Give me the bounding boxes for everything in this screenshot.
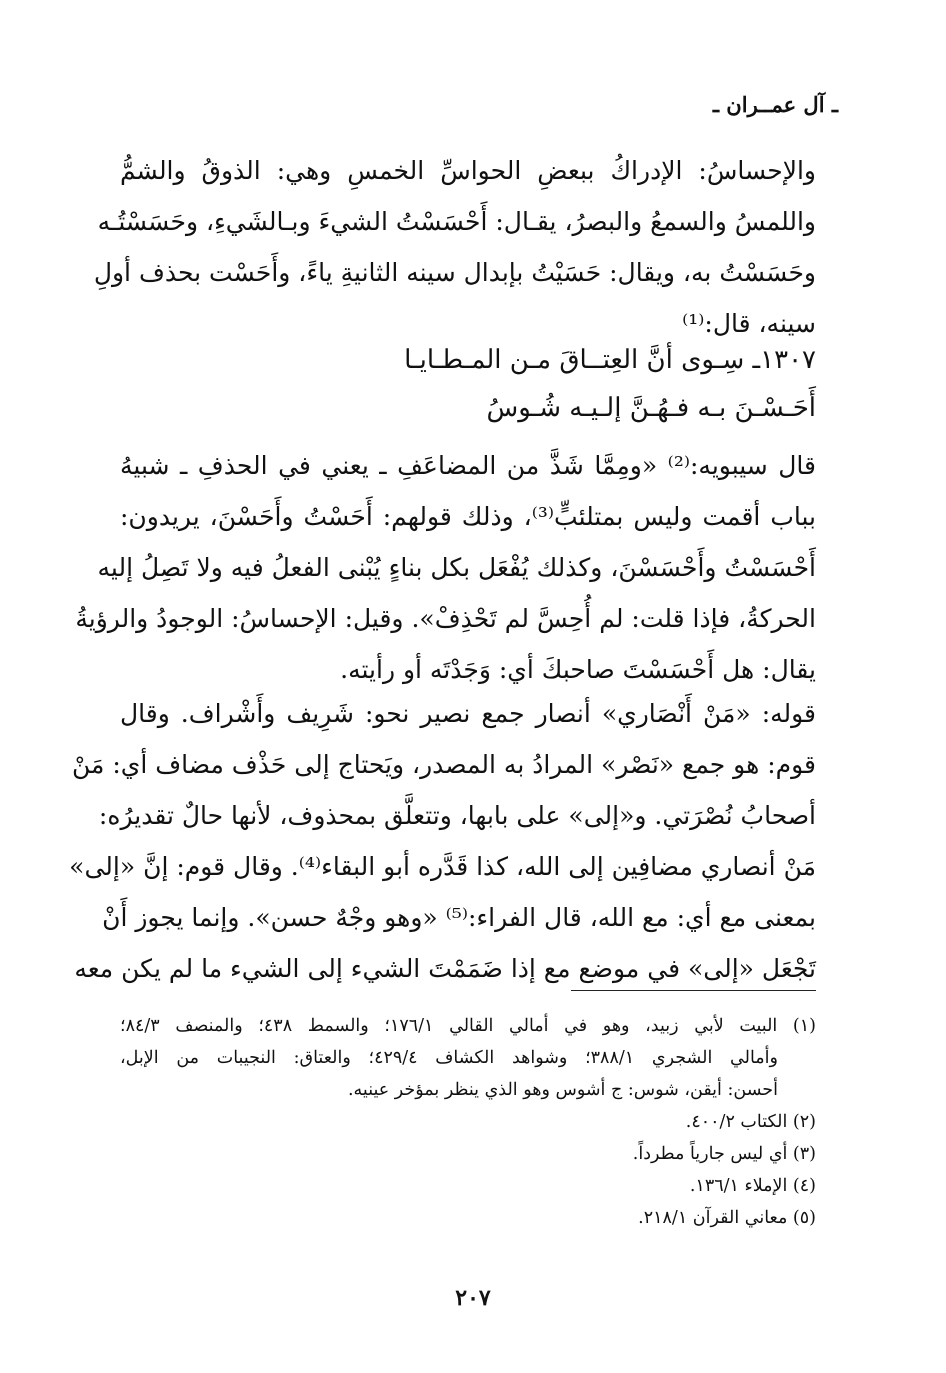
footnote-line: أحسن: أيقن، شوس: ج أشوس وهو الذي ينظر بمؤخر عينيه. <box>347 1080 778 1100</box>
footnote-line: (٢) الكتاب ٤٠٠/٢. <box>685 1112 816 1132</box>
text-line: سينه، قال:⁽¹⁾ <box>682 309 816 338</box>
text-line: يقال: هل أَحْسَسْتَ صاحبكَ أي: وَجَدْتَه أو رأيته. <box>340 655 816 684</box>
verse-line-2: أَحَـسْـنَ بـه فـهُـنَّ إلـيـه شُـوسُ <box>486 393 816 423</box>
text-line: قال سيبويه:⁽²⁾ «ومِمَّا شَذَّ من المضاعَفِ ـ يعني في الحذفِ ـ شبيهُ <box>120 451 816 480</box>
text-line: الحركةُ، فإذا قلت: لم أُحِسَّ لم تَحْذِفْ». وقيل: الإحساسُ: الوجودُ والرؤيةُ <box>75 604 816 633</box>
footnote-line: وأمالي الشجري ٣٨٨/١؛ وشواهد الكشاف ٤٢٩/٤؛ والعتاق: النجيبات من الإبل، <box>120 1048 778 1068</box>
text-line: بمعنى مع أي: مع الله، قال الفراء:⁽⁵⁾ «وهو وجْهٌ حسن». وإنما يجوز أَنْ <box>102 903 816 932</box>
paragraph-ihsas <box>93 145 816 349</box>
footnote-line: (٥) معاني القرآن ٢١٨/١. <box>638 1208 816 1228</box>
text-line: وحَسَسْتُ به، ويقال: حَسَيْتُ بإبدال سينه الثانيةِ ياءً، وأَحَسْت بحذف أولِ <box>93 258 816 287</box>
paragraph-ansari <box>69 688 816 994</box>
text-line: بباب أقمت وليس بمتلئبٍّ⁽³⁾، وذلك قولهم: أَحَسْتُ وأَحَسْنَ، يريدون: <box>120 502 816 531</box>
page-number: ٢٠٧ <box>455 1285 491 1311</box>
footnote-divider <box>571 990 816 991</box>
footnote-line: (٤) الإملاء ١٣٦/١. <box>689 1176 816 1196</box>
text-line: تَجْعَل «إلى» في موضع مع إذا ضَمَمْتَ الشيء إلى الشيء ما لم يكن معه <box>74 954 816 983</box>
text-line: واللمسُ والسمعُ والبصرُ، يقـال: أَحْسَسْتُ الشيءَ وبـالشَيءِ، وحَسَسْتُـه <box>97 207 816 236</box>
paragraph-sibawayh <box>75 440 816 695</box>
text-line: قوم: هو جمع «نَصْر» المرادُ به المصدر، ويَحتاج إلى حَذْف مضاف أي: مَنْ <box>72 750 816 779</box>
text-line: أصحابُ نُصْرَتي. و«إلى» على بابها، وتتعلَّق بمحذوف، لأنها حالٌ تقديرُه: <box>98 801 816 830</box>
running-header: ـ آل عمــران ـ <box>712 92 838 117</box>
text-line: مَنْ أنصاري مضافِين إلى الله، كذا قَدَّره أبو البقاء⁽⁴⁾. وقال قوم: إنَّ «إلى» <box>69 852 816 881</box>
verse-line-1: ١٣٠٧ـ سِـوى أنَّ العِتــاقَ مـن المـطـايـا <box>404 345 816 375</box>
footnote-line: (٣) أي ليس جارياً مطرداً. <box>632 1144 816 1164</box>
text-line: والإحساسُ: الإدراكُ ببعضِ الحواسِّ الخمسِ وهي: الذوقُ والشمُّ <box>120 156 816 185</box>
footnote-line: (١) البيت لأبي زبيد، وهو في أمالي القالي ١٧٦/١؛ والسمط ٤٣٨؛ والمنصف ٨٤/٣؛ <box>120 1016 816 1036</box>
footnotes <box>120 1010 816 1234</box>
text-line: أَحْسَسْتُ وأَحْسَسْنَ، وكذلك يُفْعَل بكل بناءٍ يُبْنى الفعلُ فيه ولا تَصِلُ إليه <box>97 553 816 582</box>
text-line: قوله: «مَنْ أَنْصَاري» أنصار جمع نصير نحو: شَرِيف وأَشْراف. وقال <box>120 699 816 728</box>
